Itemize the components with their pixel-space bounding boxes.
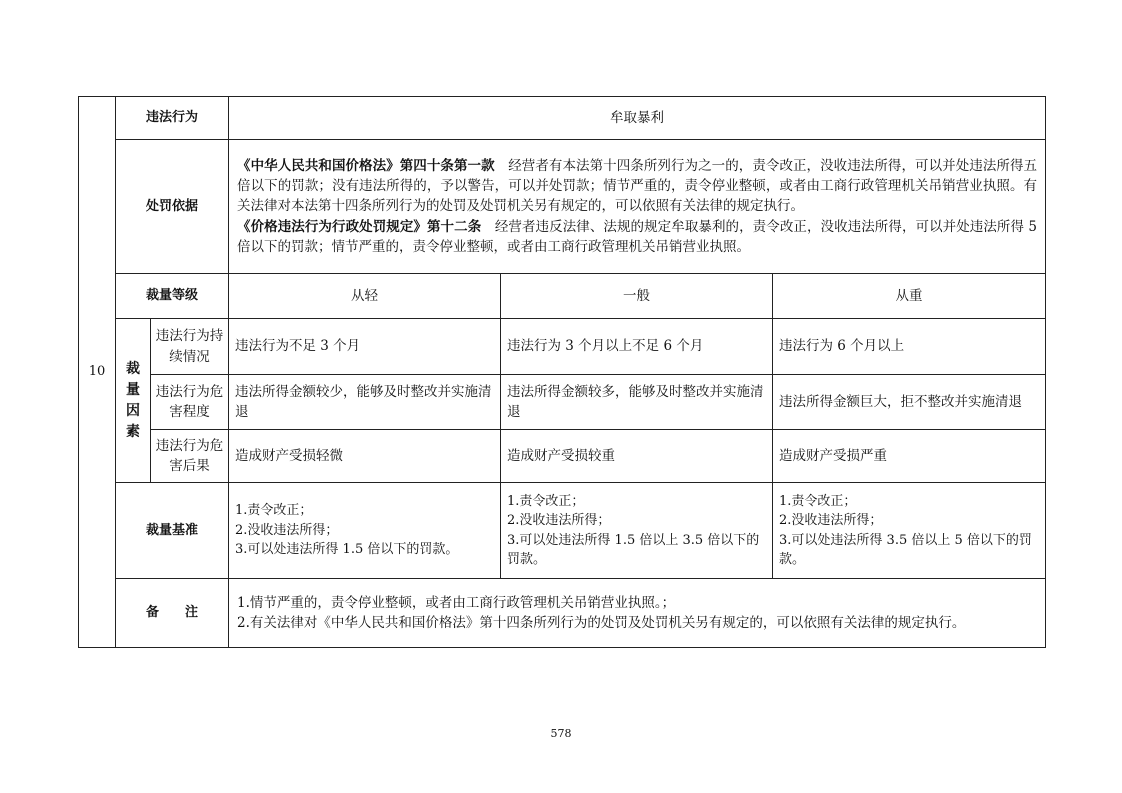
basis-title: 《价格违法行为行政处罚规定》第十二条	[237, 218, 482, 235]
factor-value: 违法所得金额较多，能够及时整改并实施清退	[501, 375, 773, 430]
factor-value: 违法行为 3 个月以上不足 6 个月	[501, 319, 773, 375]
discretion-table	[78, 96, 1046, 648]
discretion-factors-label: 裁 量 因 素	[116, 319, 151, 483]
factor-row	[79, 319, 1046, 375]
penalty-basis-label: 处罚依据	[116, 140, 229, 274]
remarks-text	[229, 579, 1046, 648]
standard-heavy: 1.责令改正； 2.没收违法所得； 3.可以处违法所得 3.5 倍以上 5 倍以下的罚款。	[773, 483, 1046, 579]
discretion-level-label: 裁量等级	[116, 274, 229, 319]
basis-body: 经营者有本法第十四条所列行为之一的，责令改正，没收违法所得，可以并处违法所得五倍以下的罚款；没有违法所得的，予以警告，可以并处罚款；情节严重的，责令停业整顿，或者由工商行政管理机关吊销营业执照。有关法律对本法第十四条所列行为的处罚及处罚机关另有规定的，可以依照有关法律的规定执行。	[237, 157, 1038, 215]
factor-value: 造成财产受损较重	[501, 430, 773, 483]
remarks-row	[79, 579, 1046, 648]
factor-name: 违法行为持续情况	[151, 319, 229, 375]
factor-value: 造成财产受损严重	[773, 430, 1046, 483]
standard-light: 1.责令改正； 2.没收违法所得； 3.可以处违法所得 1.5 倍以下的罚款。	[229, 483, 501, 579]
page-number: 578	[550, 727, 572, 740]
factor-name: 违法行为危害后果	[151, 430, 229, 483]
factor-row	[79, 375, 1046, 430]
penalty-basis-row	[79, 140, 1046, 274]
remark-item: 2.有关法律对《中华人民共和国价格法》第十四条所列行为的处罚及处罚机关另有规定的，可以依照有关法律的规定执行。	[237, 615, 966, 631]
basis-item	[237, 217, 1037, 258]
penalty-basis-text	[229, 140, 1046, 274]
discretion-level-row	[79, 274, 1046, 319]
level-heavy: 从重	[773, 274, 1046, 319]
remarks-label: 备 注	[116, 579, 229, 648]
level-light: 从轻	[229, 274, 501, 319]
discretion-standard-label: 裁量基准	[116, 483, 229, 579]
violation-row	[79, 97, 1046, 140]
basis-item	[237, 156, 1037, 217]
level-general: 一般	[501, 274, 773, 319]
standard-general: 1.责令改正； 2.没收违法所得； 3.可以处违法所得 1.5 倍以上 3.5 倍以下的罚款。	[501, 483, 773, 579]
violation-value: 牟取暴利	[229, 97, 1046, 140]
factor-name: 违法行为危害程度	[151, 375, 229, 430]
violation-label: 违法行为	[116, 97, 229, 140]
factor-value: 造成财产受损轻微	[229, 430, 501, 483]
factor-value: 违法所得金额较少，能够及时整改并实施清退	[229, 375, 501, 430]
row-number: 10	[79, 97, 116, 648]
discretion-standard-row	[79, 483, 1046, 579]
factor-row	[79, 430, 1046, 483]
factor-value: 违法行为不足 3 个月	[229, 319, 501, 375]
factor-value: 违法行为 6 个月以上	[773, 319, 1046, 375]
remark-item: 1.情节严重的，责令停业整顿，或者由工商行政管理机关吊销营业执照。；	[237, 594, 676, 611]
factor-value: 违法所得金额巨大，拒不整改并实施清退	[773, 375, 1046, 430]
basis-body: 经营者违反法律、法规的规定牟取暴利的，责令改正，没收违法所得，可以并处违法所得 5 倍以下的罚款；情节严重的，责令停业整顿，或者由工商行政管理机关吊销营业执照。	[237, 218, 1038, 255]
basis-title: 《中华人民共和国价格法》第四十条第一款	[237, 157, 495, 174]
